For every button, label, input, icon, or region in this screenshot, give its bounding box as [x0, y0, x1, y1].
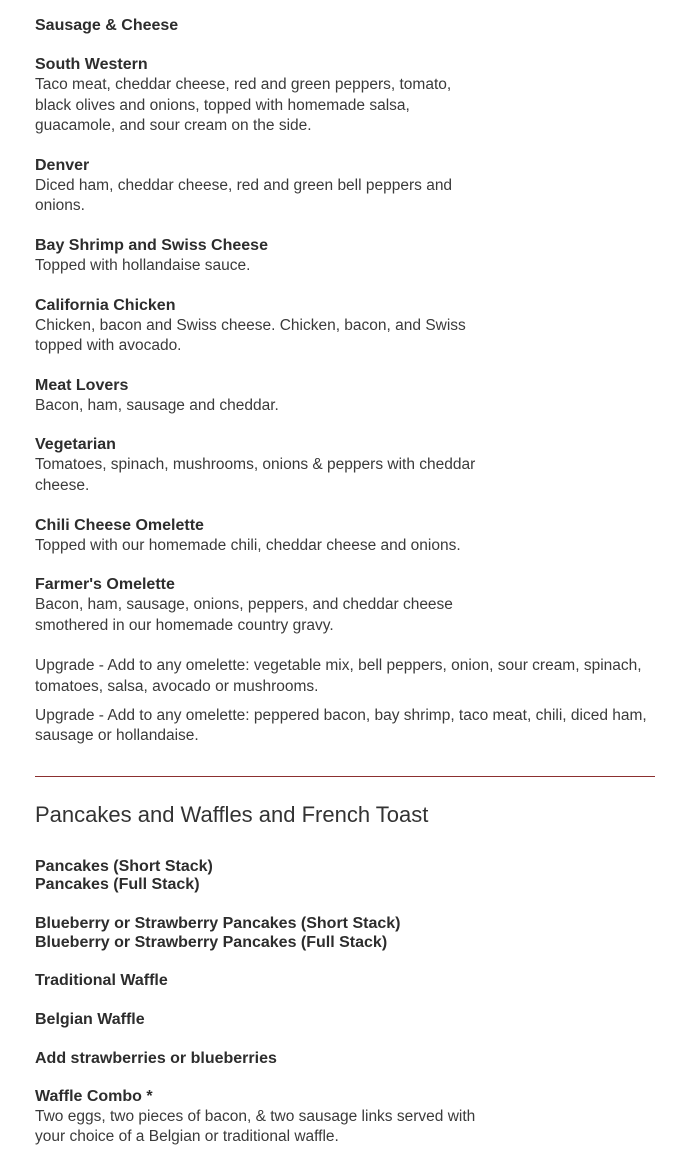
menu-item-title: Chili Cheese Omelette [35, 516, 204, 534]
menu-item-description: Diced ham, cheddar cheese, red and green bell peppers and onions. [35, 176, 453, 215]
menu-item [35, 16, 655, 36]
menu-item-title: Farmer's Omelette [35, 576, 175, 594]
menu-item [35, 296, 655, 357]
menu-item [35, 858, 655, 894]
menu-item [35, 236, 655, 277]
menu-item [35, 1087, 655, 1148]
menu-item-title: Vegetarian [35, 436, 116, 454]
menu-item [35, 376, 655, 417]
menu-item-title: Denver [35, 156, 90, 174]
upgrade-note: Upgrade - Add to any omelette: peppered bacon, bay shrimp, taco meat, chili, diced ham, sausage or hollandaise. [35, 706, 647, 745]
menu-item-title: Bay Shrimp and Swiss Cheese [35, 236, 268, 254]
menu-item-title: Belgian Waffle [35, 1010, 145, 1028]
menu-item [35, 435, 655, 496]
menu-item [35, 55, 655, 137]
menu-item-description: Tomatoes, spinach, mushrooms, onions & peppers with cheddar cheese. [35, 456, 476, 494]
menu-item-description: Bacon, ham, sausage, onions, peppers, and cheddar cheese smothered in our homemade country gravy. [35, 596, 453, 634]
menu-item [35, 575, 655, 636]
menu-item-title: Pancakes (Full Stack) [35, 875, 200, 893]
menu-item-title: Traditional Waffle [35, 971, 168, 989]
menu-item-title: Pancakes (Short Stack) [35, 857, 213, 875]
menu-item [35, 516, 655, 557]
menu-item [35, 914, 655, 952]
menu-item-title: Add strawberries or blueberries [35, 1049, 277, 1067]
menu-item-description: Taco meat, cheddar cheese, red and green peppers, tomato, black olives and onions, topped with homemade salsa, guacamole, and sour cream on the side. [35, 76, 452, 135]
menu-item [35, 1049, 655, 1069]
menu-item-title: California Chicken [35, 296, 176, 314]
section-title: Pancakes and Waffles and French Toast [35, 801, 429, 827]
menu-item [35, 156, 655, 217]
menu-item-title: Blueberry or Strawberry Pancakes (Full Stack) [35, 933, 388, 951]
menu-item-description: Two eggs, two pieces of bacon, & two sausage links served with your choice of a Belgian or traditional waffle. [35, 1107, 476, 1146]
menu-item-title: South Western [35, 56, 148, 73]
menu-item-title: Sausage & Cheese [35, 17, 179, 34]
menu-item-description: Chicken, bacon and Swiss cheese. Chicken, bacon, and Swiss topped with avocado. [35, 316, 466, 355]
menu-item-description: Bacon, ham, sausage and cheddar. [35, 396, 279, 414]
menu-item [35, 1010, 655, 1030]
menu-item-title: Meat Lovers [35, 376, 129, 394]
menu-item [35, 971, 655, 991]
section-divider [35, 776, 655, 777]
menu-item-description: Topped with hollandaise sauce. [35, 256, 251, 274]
upgrade-note: Upgrade - Add to any omelette: vegetable mix, bell peppers, onion, sour cream, spinach, tomatoes, salsa, avocado or mushrooms. [35, 657, 642, 695]
menu-item-description: Topped with our homemade chili, cheddar cheese and onions. [35, 536, 461, 554]
menu-item-title: Blueberry or Strawberry Pancakes (Short Stack) [35, 914, 401, 932]
menu-item-title: Waffle Combo * [35, 1087, 153, 1105]
